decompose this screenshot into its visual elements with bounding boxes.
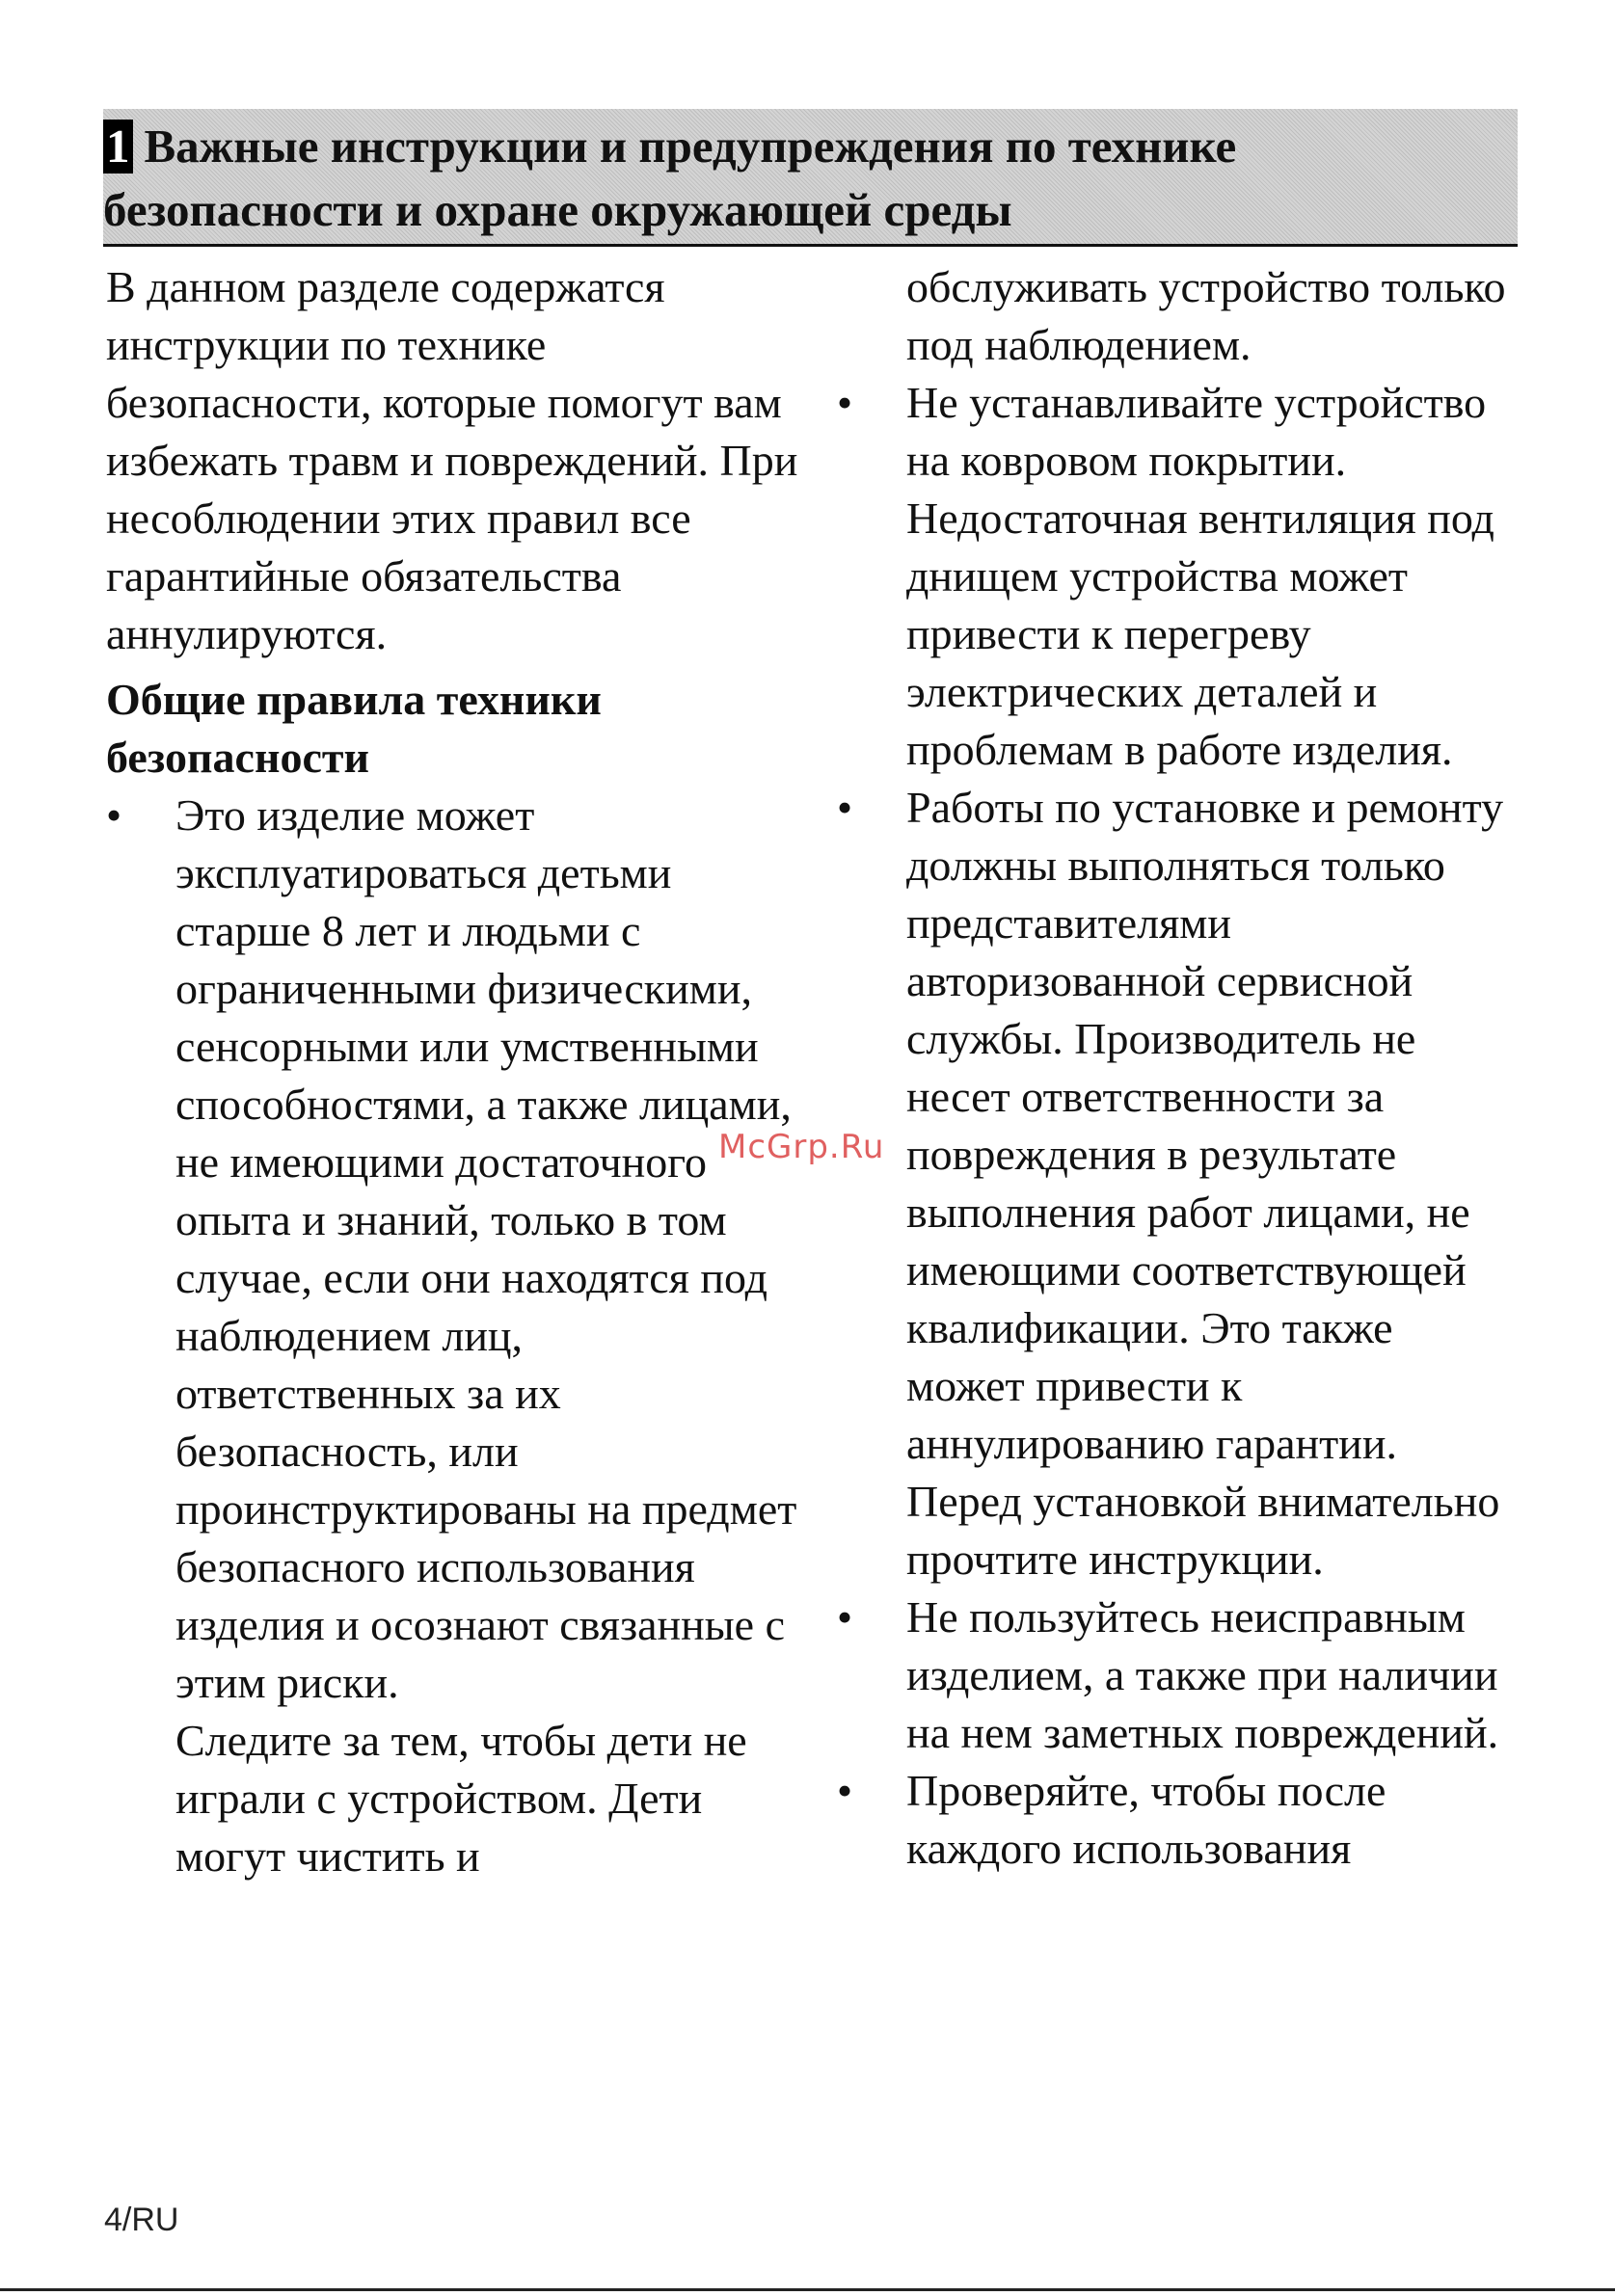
- bullet-item: [106, 787, 810, 1885]
- bullet-text: Не пользуйтесь неисправным изделием, а также при наличии на нем заметных повреждений.: [906, 1592, 1499, 1757]
- bullet-text: Не устанавливайте устройство на ковровом покрытии. Недостаточная вентиляция под днищем устройства может привести к перегреву электрических деталей и проблемам в работе изделия.: [906, 378, 1494, 774]
- right-column: [837, 258, 1521, 1878]
- section-header: [103, 109, 1518, 247]
- watermark: McGrp.Ru: [718, 1128, 885, 1166]
- bullet-text: Работы по установке и ремонту должны выполняться только представителями авторизованной сервисной службы. Производитель не несет ответственности за повреждения в результате выполнения работ лицами, не имеющими соответствующей квалификации. Это также может привести к аннулированию гарантии.: [906, 783, 1504, 1468]
- bullet-continuation: обслуживать устройство только под наблюдением.: [906, 262, 1506, 369]
- subheading: Общие правила техники безопасности: [106, 675, 602, 782]
- bullet-text: Это изделие может эксплуатироваться детьми старше 8 лет и людьми с ограниченными физическими, сенсорными или умственными способностями, а также лицами, не имеющими достаточного опыта и знаний, только в том случае, если они находятся под наблюдением лиц, ответственных за их безопасность, или проинструктированы на предмет безопасного использования изделия и осознают связанные с этим риски.: [175, 790, 797, 1707]
- bullet-text: Проверяйте, чтобы после каждого использования: [906, 1766, 1386, 1873]
- bullet-continuation: Следите за тем, чтобы дети не играли с устройством. Дети могут чистить и: [175, 1716, 747, 1881]
- bullet-item: [837, 1589, 1521, 1762]
- left-column: [106, 258, 810, 1885]
- bullet-continuation: Перед установкой внимательно прочтите инструкции.: [906, 1477, 1500, 1584]
- section-title-text: Важные инструкции и предупреждения по технике безопасности и охране окружающей среды: [103, 120, 1237, 236]
- bullet-item: [837, 1762, 1521, 1878]
- bullet-marker: •: [837, 783, 853, 832]
- bullet-item: [837, 779, 1521, 1589]
- section-number: 1: [103, 120, 133, 174]
- section-title: [103, 115, 1518, 242]
- bottom-divider: [0, 2288, 1615, 2291]
- bullet-marker: •: [106, 790, 122, 840]
- bullet-marker: •: [837, 378, 853, 427]
- bullet-marker: •: [837, 1592, 853, 1642]
- page-number: 4/RU: [104, 2202, 179, 2238]
- bullet-marker: •: [837, 1766, 853, 1815]
- intro-paragraph: В данном разделе содержатся инструкции по технике безопасности, которые помогут вам избежать травм и повреждений. При несоблюдении этих правил все гарантийные обязательства аннулируются.: [106, 262, 798, 658]
- bullet-item: [837, 374, 1521, 779]
